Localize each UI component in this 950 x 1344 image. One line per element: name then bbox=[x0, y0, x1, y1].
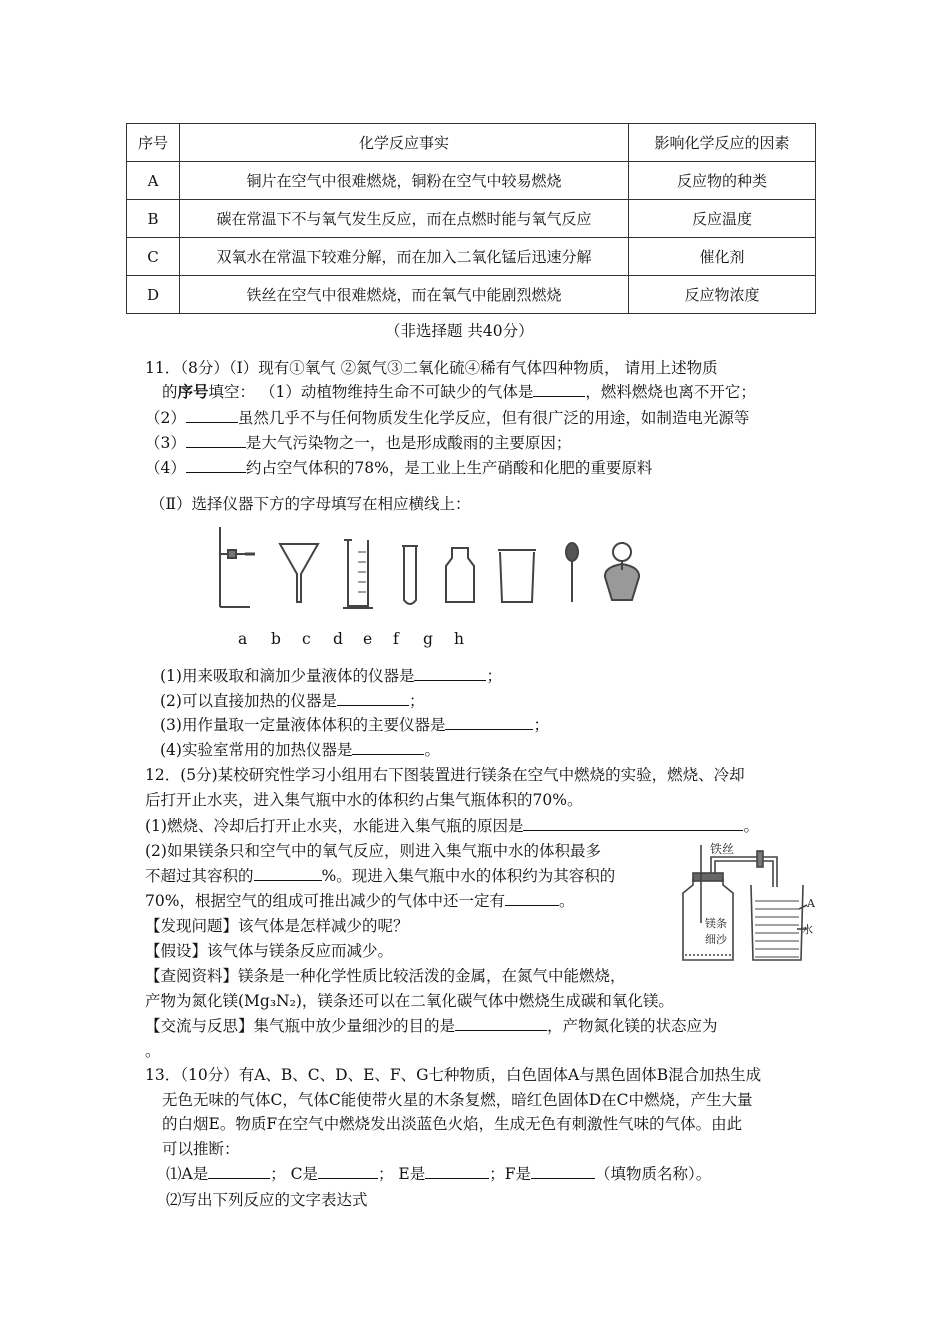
q13-line1: 13．（10分）有A、B、C、D、E、F、G七种物质，白色固体A与黑色固体B混合加热生成 bbox=[145, 1066, 762, 1084]
q12-s2b-post: %。现进入集气瓶中水的体积约为其容积的 bbox=[321, 867, 616, 885]
answer-blank[interactable] bbox=[352, 740, 424, 755]
reaction-facts-table bbox=[126, 123, 816, 314]
q12-s2a: (2)如果镁条只和空气中的氧气反应，则进入集气瓶中水的体积最多 bbox=[145, 842, 601, 860]
answer-blank[interactable] bbox=[523, 816, 743, 831]
q11-line2-pre: 的 bbox=[162, 383, 178, 401]
instrument-letter: e bbox=[363, 630, 373, 648]
q12-s2c-pre: 70%，根据空气的组成可推出减少的气体中还一定有 bbox=[145, 892, 505, 910]
q11-sub4-text: 约占空气体积的78%，是工业上生产硝酸和化肥的重要原料 bbox=[245, 459, 653, 477]
q13-sub2: ⑵写出下列反应的文字表达式 bbox=[166, 1191, 368, 1209]
table-cell: 反应温度 bbox=[629, 200, 816, 238]
q12-reflect-pre: 【交流与反思】集气瓶中放少量细沙的目的是 bbox=[145, 1017, 456, 1035]
q12-info2: 产物为氮化镁(Mg₃N₂)，镁条还可以在二氧化碳气体中燃烧生成碳和氧化镁。 bbox=[145, 992, 674, 1010]
q12-s2c bbox=[145, 889, 574, 911]
q12-info1: 【查阅资料】镁条是一种化学性质比较活泼的金属，在氮气中能燃烧， bbox=[145, 967, 626, 985]
answer-blank[interactable] bbox=[208, 1164, 270, 1179]
table-cell: A bbox=[127, 162, 180, 200]
q11-ii-4 bbox=[160, 738, 440, 760]
q12-s2c-post: 。 bbox=[558, 892, 575, 910]
answer-blank[interactable] bbox=[455, 1016, 547, 1031]
answer-blank[interactable] bbox=[337, 691, 409, 706]
q11-sub2-text: 虽然几乎不与任何物质发生化学反应，但有很广泛的用途，如制造电光源等 bbox=[237, 409, 750, 427]
beaker-icon bbox=[498, 550, 536, 602]
q13-line4: 可以推断： bbox=[162, 1140, 240, 1158]
instrument-letter: d bbox=[333, 630, 343, 648]
q11-ii-4-end: 。 bbox=[424, 741, 440, 759]
apparatus-figure bbox=[665, 835, 815, 965]
q12-s2b-pre: 不超过其容积的 bbox=[145, 867, 254, 885]
q13-a-pre: ⑴A是 bbox=[166, 1165, 209, 1183]
instrument-letter: g bbox=[423, 630, 433, 648]
table-cell: D bbox=[127, 276, 180, 314]
answer-blank[interactable] bbox=[445, 715, 533, 730]
q11-line2-end: ，燃料燃烧也离不开它； bbox=[585, 383, 756, 401]
q13-line2: 无色无味的气体C，气体C能使带火星的木条复燃，暗红色固体D在C中燃烧，产生大量 bbox=[162, 1091, 753, 1109]
table-cell: 双氧水在常温下较难分解，而在加入二氧化锰后迅速分解 bbox=[180, 238, 629, 276]
answer-blank[interactable] bbox=[531, 1164, 595, 1179]
q11-sub3 bbox=[145, 431, 571, 453]
table-cell: 反应物的种类 bbox=[629, 162, 816, 200]
q11-ii-3 bbox=[160, 713, 549, 735]
q11-sub3-text: 是大气污染物之一，也是形成酸雨的主要原因； bbox=[245, 434, 572, 452]
label-magnesium: 镁条 bbox=[705, 917, 727, 930]
table-cell: B bbox=[127, 200, 180, 238]
table-cell: 碳在常温下不与氧气发生反应，而在点燃时能与氧气反应 bbox=[180, 200, 629, 238]
answer-blank[interactable] bbox=[425, 1164, 489, 1179]
label-water: 水 bbox=[802, 923, 813, 936]
table-cell: 铁丝在空气中很难燃烧，而在氧气中能剧烈燃烧 bbox=[180, 276, 629, 314]
iron-stand-icon bbox=[220, 527, 255, 607]
answer-blank[interactable] bbox=[414, 666, 486, 681]
label-a: A bbox=[807, 897, 815, 910]
q12-s1 bbox=[145, 814, 759, 836]
q11-line2 bbox=[162, 380, 756, 402]
instrument-letter: b bbox=[271, 630, 281, 648]
table-cell: C bbox=[127, 238, 180, 276]
table-cell: 铜片在空气中很难燃烧，铜粉在空气中较易燃烧 bbox=[180, 162, 629, 200]
q11-line1: 11．（8分）（Ⅰ）现有①氧气 ②氮气③二氧化硫④稀有气体四种物质， 请用上述物质 bbox=[145, 359, 718, 377]
q11-ii-2-end: ； bbox=[408, 692, 425, 710]
q11-ii-1 bbox=[160, 664, 502, 686]
table-header: 化学反应事实 bbox=[180, 124, 629, 162]
q13-c-pre: ； C是 bbox=[270, 1165, 318, 1183]
answer-blank[interactable] bbox=[533, 382, 585, 397]
q11-line2-post: 填空： （1）动植物维持生命不可缺少的气体是 bbox=[208, 383, 534, 401]
table-row bbox=[127, 276, 816, 314]
funnel-icon bbox=[280, 544, 318, 602]
label-sand: 细沙 bbox=[705, 933, 727, 946]
q13-f-pre: ；F是 bbox=[489, 1165, 532, 1183]
q11-part2: （Ⅱ）选择仪器下方的字母填写在相应横线上： bbox=[150, 495, 471, 513]
q12-reflect-post: ，产物氮化镁的状态应为 bbox=[547, 1017, 718, 1035]
answer-blank[interactable] bbox=[186, 433, 246, 448]
q13-sub1 bbox=[166, 1162, 711, 1184]
answer-blank[interactable] bbox=[505, 891, 559, 906]
q13-e-pre: ； E是 bbox=[378, 1165, 426, 1183]
table-row bbox=[127, 162, 816, 200]
answer-blank[interactable] bbox=[318, 1164, 378, 1179]
q11-ii-3-end: ； bbox=[533, 716, 549, 734]
section-title: （非选择题 共40分） bbox=[385, 322, 534, 340]
q13-f-post: （填物质名称）。 bbox=[595, 1165, 712, 1183]
q12-hypothesis: 【假设】该气体与镁条反应而减少。 bbox=[145, 942, 394, 960]
q11-sub4 bbox=[145, 456, 652, 478]
table-row bbox=[127, 238, 816, 276]
instrument-letter: a bbox=[238, 630, 248, 648]
answer-blank[interactable] bbox=[186, 408, 238, 423]
test-tube-icon bbox=[402, 546, 418, 604]
q11-sub4-num: （4） bbox=[145, 459, 186, 477]
q12-line2: 后打开止水夹，进入集气瓶中水的体积约占集气瓶体积的70%。 bbox=[145, 791, 583, 809]
instruments-figure bbox=[200, 522, 660, 617]
alcohol-lamp-icon bbox=[605, 543, 639, 600]
q13-line3: 的白烟E。物质F在空气中燃烧发出淡蓝色火焰，生成无色有刺激性气味的气体。由此 bbox=[162, 1115, 743, 1133]
q11-bold-word: 序号 bbox=[177, 382, 209, 401]
q12-s1-end: 。 bbox=[743, 817, 759, 835]
instrument-letter: f bbox=[393, 630, 399, 648]
q12-line1: 12．(5分)某校研究性学习小组用右下图装置进行镁条在空气中燃烧的实验，燃烧、冷却 bbox=[145, 766, 745, 784]
q12-s1-text: (1)燃烧、冷却后打开止水夹，水能进入集气瓶的原因是 bbox=[145, 817, 524, 835]
answer-blank[interactable] bbox=[186, 458, 246, 473]
q12-found-problem: 【发现问题】该气体是怎样减少的呢？ bbox=[145, 917, 409, 935]
table-cell: 反应物浓度 bbox=[629, 276, 816, 314]
q11-ii-1-end: ； bbox=[486, 667, 502, 685]
dropper-icon bbox=[566, 543, 578, 602]
q11-ii-2-text: (2)可以直接加热的仪器是 bbox=[160, 692, 337, 710]
label-iron-wire: 铁丝 bbox=[710, 842, 735, 856]
q11-ii-2 bbox=[160, 689, 424, 711]
q12-reflect-end: 。 bbox=[145, 1042, 161, 1060]
q11-ii-1-text: (1)用来吸取和滴加少量液体的仪器是 bbox=[160, 667, 415, 685]
q11-ii-4-text: (4)实验室常用的加热仪器是 bbox=[160, 741, 353, 759]
q12-s2b bbox=[145, 864, 615, 886]
instrument-letter: h bbox=[454, 630, 464, 648]
q11-sub2 bbox=[145, 406, 749, 428]
q12-reflect bbox=[145, 1014, 718, 1036]
graduated-cylinder-icon bbox=[343, 540, 373, 608]
table-header-row bbox=[127, 124, 816, 162]
table-header: 序号 bbox=[127, 124, 180, 162]
q11-sub3-num: （3） bbox=[145, 434, 186, 452]
instrument-letter: c bbox=[302, 630, 311, 648]
table-row bbox=[127, 200, 816, 238]
table-cell: 催化剂 bbox=[629, 238, 816, 276]
q11-sub2-num: （2） bbox=[145, 409, 186, 427]
q11-ii-3-text: (3)用作量取一定量液体体积的主要仪器是 bbox=[160, 716, 446, 734]
reagent-bottle-icon bbox=[446, 548, 474, 602]
answer-blank[interactable] bbox=[254, 866, 322, 881]
table-header: 影响化学反应的因素 bbox=[629, 124, 816, 162]
